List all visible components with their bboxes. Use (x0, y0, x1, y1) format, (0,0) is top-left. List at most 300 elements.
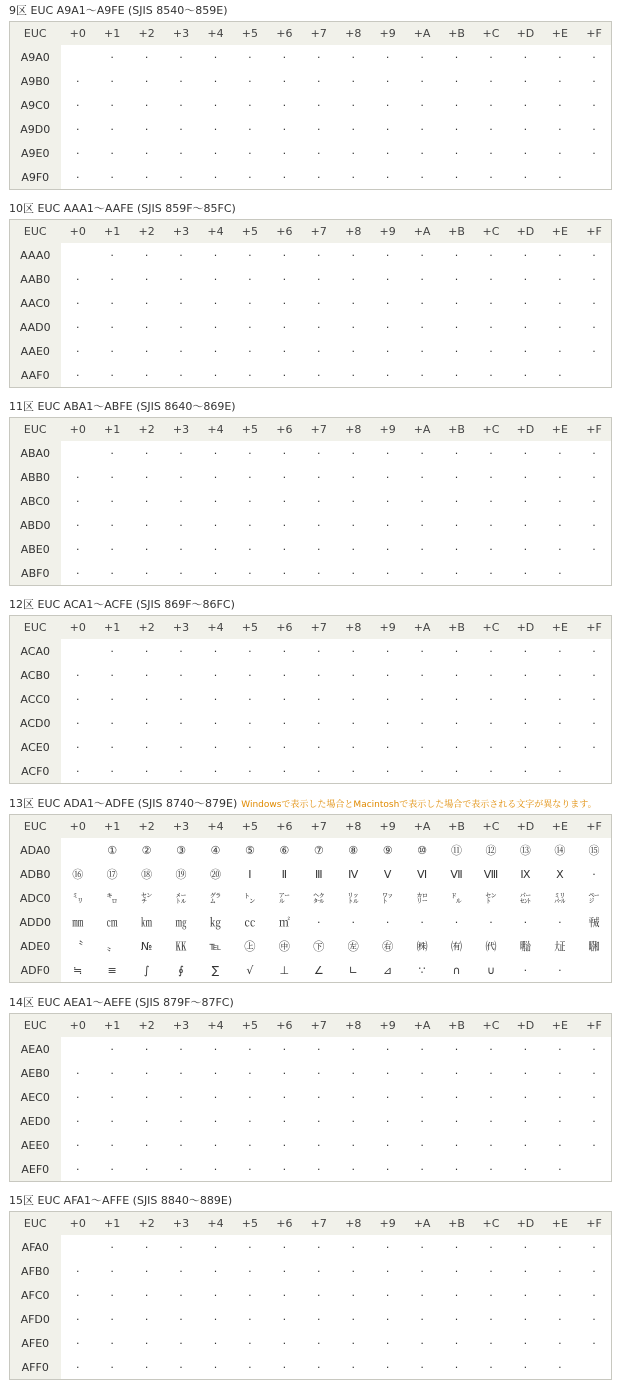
char-cell: · (179, 170, 183, 184)
column-header: +4 (198, 22, 232, 46)
column-header: +3 (164, 418, 198, 442)
char-cell: · (179, 50, 183, 64)
column-header: +0 (61, 815, 95, 839)
char-cell: · (523, 518, 528, 532)
char-cell: · (592, 1090, 596, 1104)
row-label: ACF0 (10, 759, 61, 784)
column-header: +F (577, 1014, 611, 1038)
char-cell: · (420, 248, 424, 262)
char-cell: · (523, 272, 528, 286)
char-cell: · (75, 368, 80, 382)
char-cell: · (282, 1114, 287, 1128)
char-cell: · (592, 644, 596, 658)
char-cell: · (75, 470, 80, 484)
char-cell: · (351, 122, 355, 136)
table-row (10, 315, 612, 339)
char-cell: ⑯ (72, 868, 84, 881)
char-cell: · (282, 1066, 287, 1080)
char-cell: · (317, 122, 321, 136)
char-cell: · (282, 296, 287, 310)
char-cell: · (248, 518, 252, 532)
char-cell: · (213, 1042, 218, 1056)
char-cell (61, 45, 95, 69)
section-title: 14区 EUC AEA1～AEFE (SJIS 879F～87FC) (9, 996, 234, 1009)
char-cell: · (351, 692, 355, 706)
char-cell: · (213, 1264, 218, 1278)
char-cell: · (317, 915, 321, 929)
char-cell: · (144, 446, 149, 460)
char-cell (61, 243, 95, 267)
char-cell: · (213, 272, 218, 286)
char-cell: · (523, 915, 528, 929)
char-cell: ㌃ (278, 892, 290, 905)
column-header: +B (439, 220, 473, 244)
row-label: ACB0 (10, 663, 61, 687)
column-header: +A (405, 220, 439, 244)
char-cell: · (454, 1312, 459, 1326)
char-cell: · (317, 1162, 321, 1176)
header-row (10, 1212, 612, 1236)
table-row (10, 1283, 612, 1307)
char-cell: · (558, 320, 562, 334)
char-cell: · (179, 272, 183, 286)
char-cell: · (558, 644, 562, 658)
char-cell: · (523, 296, 528, 310)
char-cell: · (179, 1138, 183, 1152)
char-cell: · (213, 74, 218, 88)
char-cell: · (75, 272, 80, 286)
char-cell: ℡ (209, 939, 222, 953)
char-cell (577, 165, 611, 190)
char-cell: ㍾ (519, 940, 531, 953)
char-cell: · (75, 1090, 80, 1104)
char-cell: · (351, 1360, 355, 1374)
char-cell: · (317, 740, 321, 754)
char-cell: · (420, 494, 424, 508)
char-cell: · (489, 692, 493, 706)
char-cell: · (454, 644, 459, 658)
char-cell: · (110, 566, 114, 580)
char-cell: · (420, 296, 424, 310)
char-cell: · (248, 566, 252, 580)
char-cell: · (75, 1288, 80, 1302)
char-cell: · (179, 566, 183, 580)
char-cell: · (317, 74, 321, 88)
char-cell: · (385, 1336, 390, 1350)
code-table (9, 219, 612, 388)
char-cell: · (592, 50, 596, 64)
char-cell: · (489, 272, 493, 286)
char-cell: · (179, 1090, 183, 1104)
char-cell: · (523, 122, 528, 136)
char-cell: · (489, 1066, 493, 1080)
column-header: +8 (336, 418, 370, 442)
section-heading (9, 202, 612, 216)
char-cell: · (489, 1360, 493, 1374)
char-cell: ㍉ (72, 892, 84, 905)
char-cell: · (144, 518, 149, 532)
char-cell: · (179, 1066, 183, 1080)
char-cell: · (489, 320, 493, 334)
char-cell: · (213, 1066, 218, 1080)
column-header: +2 (129, 815, 163, 839)
table-row (10, 45, 612, 69)
char-cell: · (523, 470, 528, 484)
column-header: +0 (61, 1014, 95, 1038)
char-cell: · (75, 122, 80, 136)
column-header: +1 (95, 22, 129, 46)
column-header: +0 (61, 1212, 95, 1236)
char-cell: · (179, 740, 183, 754)
char-cell: · (213, 170, 218, 184)
char-cell: · (75, 716, 80, 730)
char-cell: · (110, 344, 114, 358)
char-cell: · (351, 296, 355, 310)
column-header: +7 (302, 1212, 336, 1236)
char-cell: ∮ (178, 963, 184, 977)
char-cell: · (454, 170, 459, 184)
char-cell: · (351, 470, 355, 484)
column-header: +0 (61, 220, 95, 244)
column-header: +1 (95, 1212, 129, 1236)
char-cell: · (489, 170, 493, 184)
char-cell: · (110, 644, 114, 658)
char-cell: · (385, 122, 390, 136)
row-label: ABF0 (10, 561, 61, 586)
char-cell: · (213, 1288, 218, 1302)
char-cell: · (282, 716, 287, 730)
char-cell: Ⅲ (314, 867, 323, 881)
row-label: AAF0 (10, 363, 61, 388)
column-header: +5 (233, 1014, 267, 1038)
table-row (10, 441, 612, 465)
column-header: +8 (336, 616, 370, 640)
char-cell: · (385, 740, 390, 754)
table-row (10, 1085, 612, 1109)
char-cell: · (213, 320, 218, 334)
char-cell: ∠ (313, 963, 324, 977)
char-cell: · (75, 668, 80, 682)
column-header-euc: EUC (10, 220, 61, 244)
table-row (10, 243, 612, 267)
char-cell: · (523, 98, 528, 112)
char-cell: · (558, 764, 562, 778)
char-cell: · (282, 1264, 287, 1278)
char-cell: · (248, 98, 252, 112)
char-cell: · (213, 764, 218, 778)
column-header: +E (543, 220, 577, 244)
char-cell: · (420, 446, 424, 460)
column-header: +D (508, 220, 542, 244)
char-cell: ⊥ (279, 963, 290, 977)
char-cell: · (420, 566, 424, 580)
char-cell: · (558, 716, 562, 730)
char-cell (61, 1037, 95, 1061)
char-cell: · (282, 668, 287, 682)
column-header: +7 (302, 815, 336, 839)
column-header: +C (474, 1212, 508, 1236)
char-cell: · (75, 1114, 80, 1128)
char-cell: · (317, 692, 321, 706)
section-title: 13区 EUC ADA1～ADFE (SJIS 8740～879E) (9, 797, 238, 810)
char-cell: · (179, 320, 183, 334)
char-cell: · (110, 1066, 114, 1080)
char-cell: ≒ (73, 963, 83, 977)
char-cell: · (523, 740, 528, 754)
column-header: +E (543, 418, 577, 442)
char-cell: · (179, 494, 183, 508)
char-cell: · (110, 146, 114, 160)
char-cell: · (558, 1312, 562, 1326)
column-header: +5 (233, 616, 267, 640)
char-cell: · (420, 1264, 424, 1278)
char-cell: · (144, 1360, 149, 1374)
row-label: AFB0 (10, 1259, 61, 1283)
char-cell: ⑤ (244, 843, 255, 857)
char-cell: ∟ (348, 963, 358, 977)
char-cell: · (179, 1312, 183, 1326)
section-0 (9, 4, 612, 190)
column-header: +0 (61, 616, 95, 640)
char-cell: · (351, 1162, 355, 1176)
row-label: ABA0 (10, 441, 61, 465)
char-cell: · (248, 1138, 252, 1152)
section-title: 12区 EUC ACA1～ACFE (SJIS 869F～86FC) (9, 598, 235, 611)
char-cell: · (213, 668, 218, 682)
char-cell: · (248, 1042, 252, 1056)
char-cell: · (558, 146, 562, 160)
char-cell: · (351, 740, 355, 754)
column-header: +2 (129, 418, 163, 442)
char-cell (577, 363, 611, 388)
char-cell: · (523, 764, 528, 778)
char-cell: ③ (176, 843, 186, 857)
char-cell: · (213, 146, 218, 160)
char-cell: ㊥ (278, 940, 290, 953)
char-cell: · (317, 368, 321, 382)
char-cell: · (558, 1240, 562, 1254)
char-cell: ⑱ (141, 868, 153, 881)
char-cell: · (558, 518, 562, 532)
char-cell: · (420, 320, 424, 334)
char-cell: · (179, 98, 183, 112)
char-cell: ⑮ (588, 844, 600, 857)
char-cell: · (385, 98, 390, 112)
char-cell (61, 441, 95, 465)
char-cell: · (385, 1114, 390, 1128)
char-cell: Ⅶ (450, 867, 463, 881)
char-cell: 〝 (72, 940, 84, 953)
char-cell: · (110, 1138, 114, 1152)
char-cell: · (351, 320, 355, 334)
char-cell: ① (107, 843, 118, 857)
char-cell: · (317, 668, 321, 682)
char-cell: · (420, 740, 424, 754)
char-cell: ㍻ (588, 916, 600, 929)
table-row (10, 1157, 612, 1182)
row-label: ADB0 (10, 862, 61, 886)
char-cell: · (489, 1162, 493, 1176)
char-cell: · (317, 296, 321, 310)
char-cell: · (523, 248, 528, 262)
char-cell: · (489, 1114, 493, 1128)
column-header: +E (543, 616, 577, 640)
column-header: +6 (267, 1212, 301, 1236)
char-cell: · (317, 248, 321, 262)
char-cell: · (144, 566, 149, 580)
column-header: +0 (61, 22, 95, 46)
code-table (9, 1013, 612, 1182)
char-cell: · (385, 170, 390, 184)
char-cell: · (489, 566, 493, 580)
char-cell: · (351, 668, 355, 682)
char-cell: · (420, 518, 424, 532)
char-cell: · (282, 248, 287, 262)
char-cell: · (351, 272, 355, 286)
char-cell: · (523, 170, 528, 184)
char-cell: · (110, 74, 114, 88)
column-header: +D (508, 1014, 542, 1038)
row-label: ACE0 (10, 735, 61, 759)
char-cell: · (454, 1138, 459, 1152)
char-cell: · (385, 764, 390, 778)
char-cell: ㌢ (141, 892, 153, 905)
char-cell: · (317, 446, 321, 460)
char-cell: Ⅳ (348, 867, 359, 881)
char-cell: · (351, 518, 355, 532)
table-row (10, 1061, 612, 1085)
char-cell: · (385, 296, 390, 310)
char-cell: · (144, 1264, 149, 1278)
char-cell: · (523, 50, 528, 64)
char-cell: · (454, 1114, 459, 1128)
char-cell: ⑳ (209, 868, 221, 881)
char-cell: · (592, 344, 596, 358)
char-cell: · (351, 644, 355, 658)
char-cell (577, 561, 611, 586)
char-cell: · (558, 74, 562, 88)
column-header: +F (577, 22, 611, 46)
char-cell: · (351, 1042, 355, 1056)
table-row (10, 291, 612, 315)
char-cell: · (558, 566, 562, 580)
row-label: A9A0 (10, 45, 61, 69)
column-header: +B (439, 616, 473, 640)
char-cell: · (317, 1288, 321, 1302)
char-cell: · (317, 566, 321, 580)
char-cell: · (523, 494, 528, 508)
char-cell: · (110, 542, 114, 556)
char-cell: · (558, 470, 562, 484)
char-cell: · (523, 1114, 528, 1128)
char-cell: · (420, 1288, 424, 1302)
char-cell: · (282, 1042, 287, 1056)
char-cell: · (317, 170, 321, 184)
column-header: +6 (267, 418, 301, 442)
char-cell: · (282, 122, 287, 136)
column-header: +D (508, 418, 542, 442)
char-cell: · (592, 867, 596, 881)
char-cell: ㌫ (519, 892, 531, 905)
char-cell: · (420, 50, 424, 64)
row-label: AFA0 (10, 1235, 61, 1259)
char-cell: · (110, 122, 114, 136)
char-cell: · (248, 368, 252, 382)
column-header: +D (508, 22, 542, 46)
char-cell: · (351, 915, 355, 929)
char-cell: · (420, 915, 424, 929)
char-cell: ㏍ (175, 940, 187, 953)
char-cell: · (351, 716, 355, 730)
char-cell: · (144, 74, 149, 88)
column-header: +7 (302, 220, 336, 244)
char-cell: · (317, 1336, 321, 1350)
char-cell: · (179, 764, 183, 778)
char-cell: · (592, 98, 596, 112)
char-cell: · (592, 1066, 596, 1080)
column-header: +A (405, 815, 439, 839)
char-cell: · (351, 98, 355, 112)
column-header: +A (405, 22, 439, 46)
table-row (10, 561, 612, 586)
char-cell: · (317, 1240, 321, 1254)
char-cell: · (179, 74, 183, 88)
char-cell: · (454, 1090, 459, 1104)
char-cell: · (213, 1090, 218, 1104)
char-cell: · (282, 518, 287, 532)
table-row (10, 69, 612, 93)
char-cell: · (523, 146, 528, 160)
char-cell: · (523, 1288, 528, 1302)
char-cell: ⑲ (175, 868, 187, 881)
char-cell: · (489, 446, 493, 460)
code-table (9, 1211, 612, 1380)
char-cell: · (454, 692, 459, 706)
char-cell: · (351, 1138, 355, 1152)
section-note: Windowsで表示した場合とMacintoshで表示した場合で表示される文字が異なります。 (241, 800, 597, 810)
char-cell: · (523, 1090, 528, 1104)
table-row (10, 513, 612, 537)
char-cell: · (213, 50, 218, 64)
char-cell: · (213, 1162, 218, 1176)
char-cell: · (110, 1288, 114, 1302)
char-cell: · (454, 915, 459, 929)
char-cell: · (282, 98, 287, 112)
column-header: +C (474, 616, 508, 640)
char-cell: · (317, 272, 321, 286)
char-cell: · (489, 668, 493, 682)
char-cell: · (420, 1312, 424, 1326)
char-cell: ㊧ (347, 940, 359, 953)
char-cell: · (351, 170, 355, 184)
char-cell: · (351, 1312, 355, 1326)
column-header: +6 (267, 815, 301, 839)
char-cell: ∩ (452, 963, 461, 977)
char-cell: · (523, 566, 528, 580)
char-cell: · (454, 494, 459, 508)
char-cell: · (213, 494, 218, 508)
char-cell: · (75, 146, 80, 160)
char-cell: ㎎ (175, 916, 187, 929)
code-table (9, 417, 612, 586)
char-cell: · (351, 1240, 355, 1254)
char-cell: · (179, 518, 183, 532)
char-cell: · (179, 1162, 183, 1176)
char-cell: · (248, 170, 252, 184)
column-header: +F (577, 1212, 611, 1236)
char-cell: · (420, 98, 424, 112)
code-table (9, 21, 612, 190)
